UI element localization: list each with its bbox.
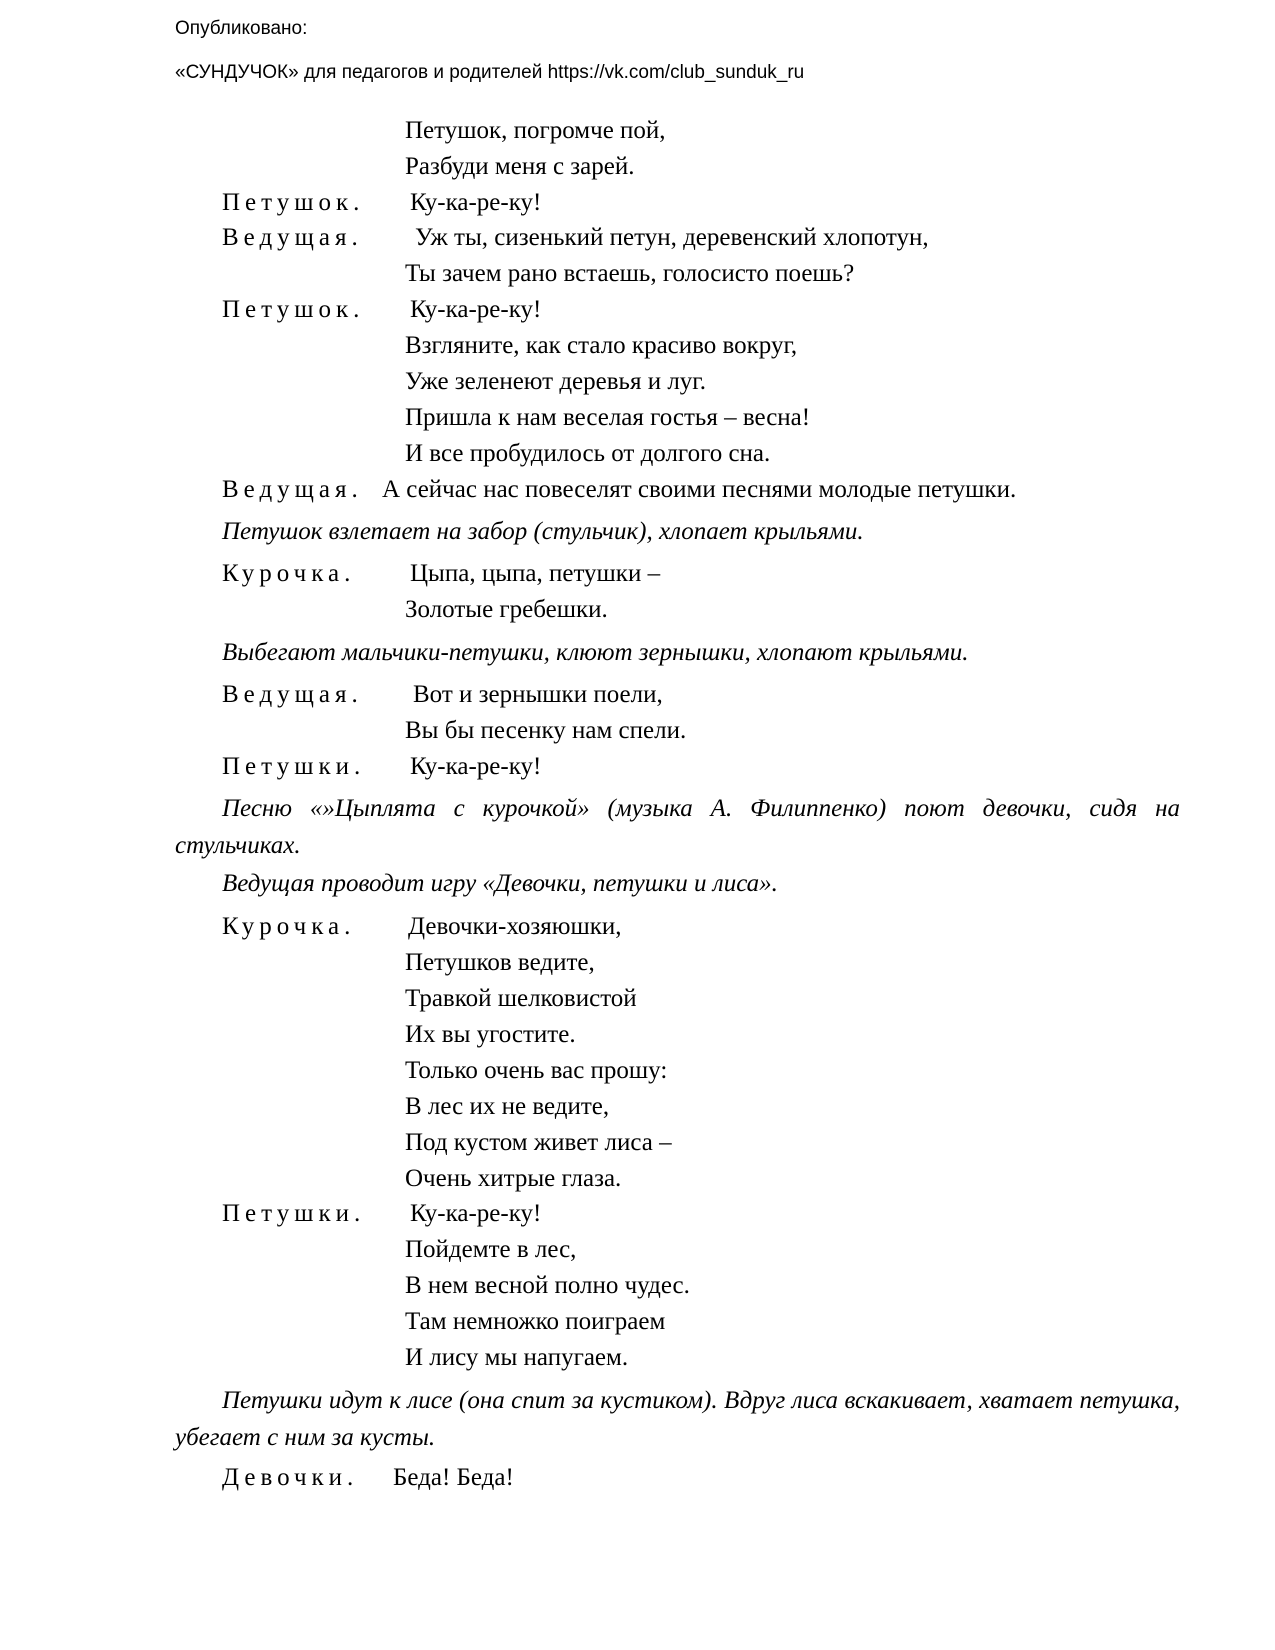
verse-line: Вот и зернышки поели, [413,681,663,708]
verse-line: Под кустом живет лиса – [405,1129,672,1156]
stage-direction: Выбегают мальчики-петушки, клюют зернышки, хлопают крыльями. [222,639,969,666]
verse-line: Петушков ведите, [405,949,595,976]
verse-line: Пойдемте в лес, [405,1236,577,1263]
verse-line: Травкой шелковистой [405,985,637,1012]
verse-line: Очень хитрые глаза. [405,1165,622,1192]
speaker-label: Петушок. [222,189,365,216]
verse-line: Золотые гребешки. [405,596,608,623]
speaker-label: Ведущая. [222,476,363,503]
verse-line: Ку-ка-ре-ку! [410,296,542,323]
speaker-label: Петушок. [222,296,365,323]
verse-line: И все пробудилось от долгого сна. [405,440,771,467]
verse-line: Вы бы песенку нам спели. [405,717,687,744]
verse-line: В лес их не ведите, [405,1093,610,1120]
source-line: «СУНДУЧОК» для педагогов и родителей https://vk.com/club_sunduk_ru [175,62,805,83]
verse-line: Цыпа, цыпа, петушки – [410,560,661,587]
stage-direction: Песню «»Цыплята с курочкой» (музыка А. Филиппенко) поют девочки, сидя на стульчиках. [175,795,1180,859]
verse-line: Ку-ка-ре-ку! [410,189,542,216]
verse-line: Уже зеленеют деревья и луг. [405,368,706,395]
verse-line: И лису мы напугаем. [405,1344,629,1371]
speaker-label: Курочка. [222,560,356,587]
dialogue-line: Беда! Беда! [393,1464,514,1491]
verse-line: Уж ты, сизенький петун, деревенский хлопотун, [415,224,929,251]
verse-line: Девочки-хозяюшки, [408,913,622,940]
speaker-label: Петушки. [222,1200,366,1227]
verse-line: Петушок, погромче пой, [405,117,666,144]
verse-line: Разбуди меня с зарей. [405,153,635,180]
speaker-label: Курочка. [222,913,356,940]
published-label: Опубликовано: [175,18,308,39]
verse-line: Только очень вас прошу: [405,1057,668,1084]
verse-line: Ку-ка-ре-ку! [410,753,542,780]
stage-direction: Петушок взлетает на забор (стульчик), хлопает крыльями. [222,518,864,545]
stage-direction: Ведущая проводит игру «Девочки, петушки и лиса». [222,870,778,897]
stage-direction: Петушки идут к лисе (она спит за кустиком). Вдруг лиса вскакивает, хватает петушка, убегает с ним за кусты. [175,1387,1180,1451]
speaker-label: Ведущая. [222,681,363,708]
verse-line: Их вы угостите. [405,1021,576,1048]
verse-line: Ты зачем рано встаешь, голосисто поешь? [405,260,855,287]
verse-line: Пришла к нам веселая гостья – весна! [405,404,811,431]
dialogue-line: А сейчас нас повеселят своими песнями молодые петушки. [382,476,1017,503]
verse-line: Там немножко поиграем [405,1308,666,1335]
verse-line: Ку-ка-ре-ку! [410,1200,542,1227]
speaker-label: Петушки. [222,753,366,780]
speaker-label: Девочки. [222,1464,359,1491]
verse-line: Взгляните, как стало красиво вокруг, [405,332,798,359]
verse-line: В нем весной полно чудес. [405,1272,690,1299]
speaker-label: Ведущая. [222,224,363,251]
